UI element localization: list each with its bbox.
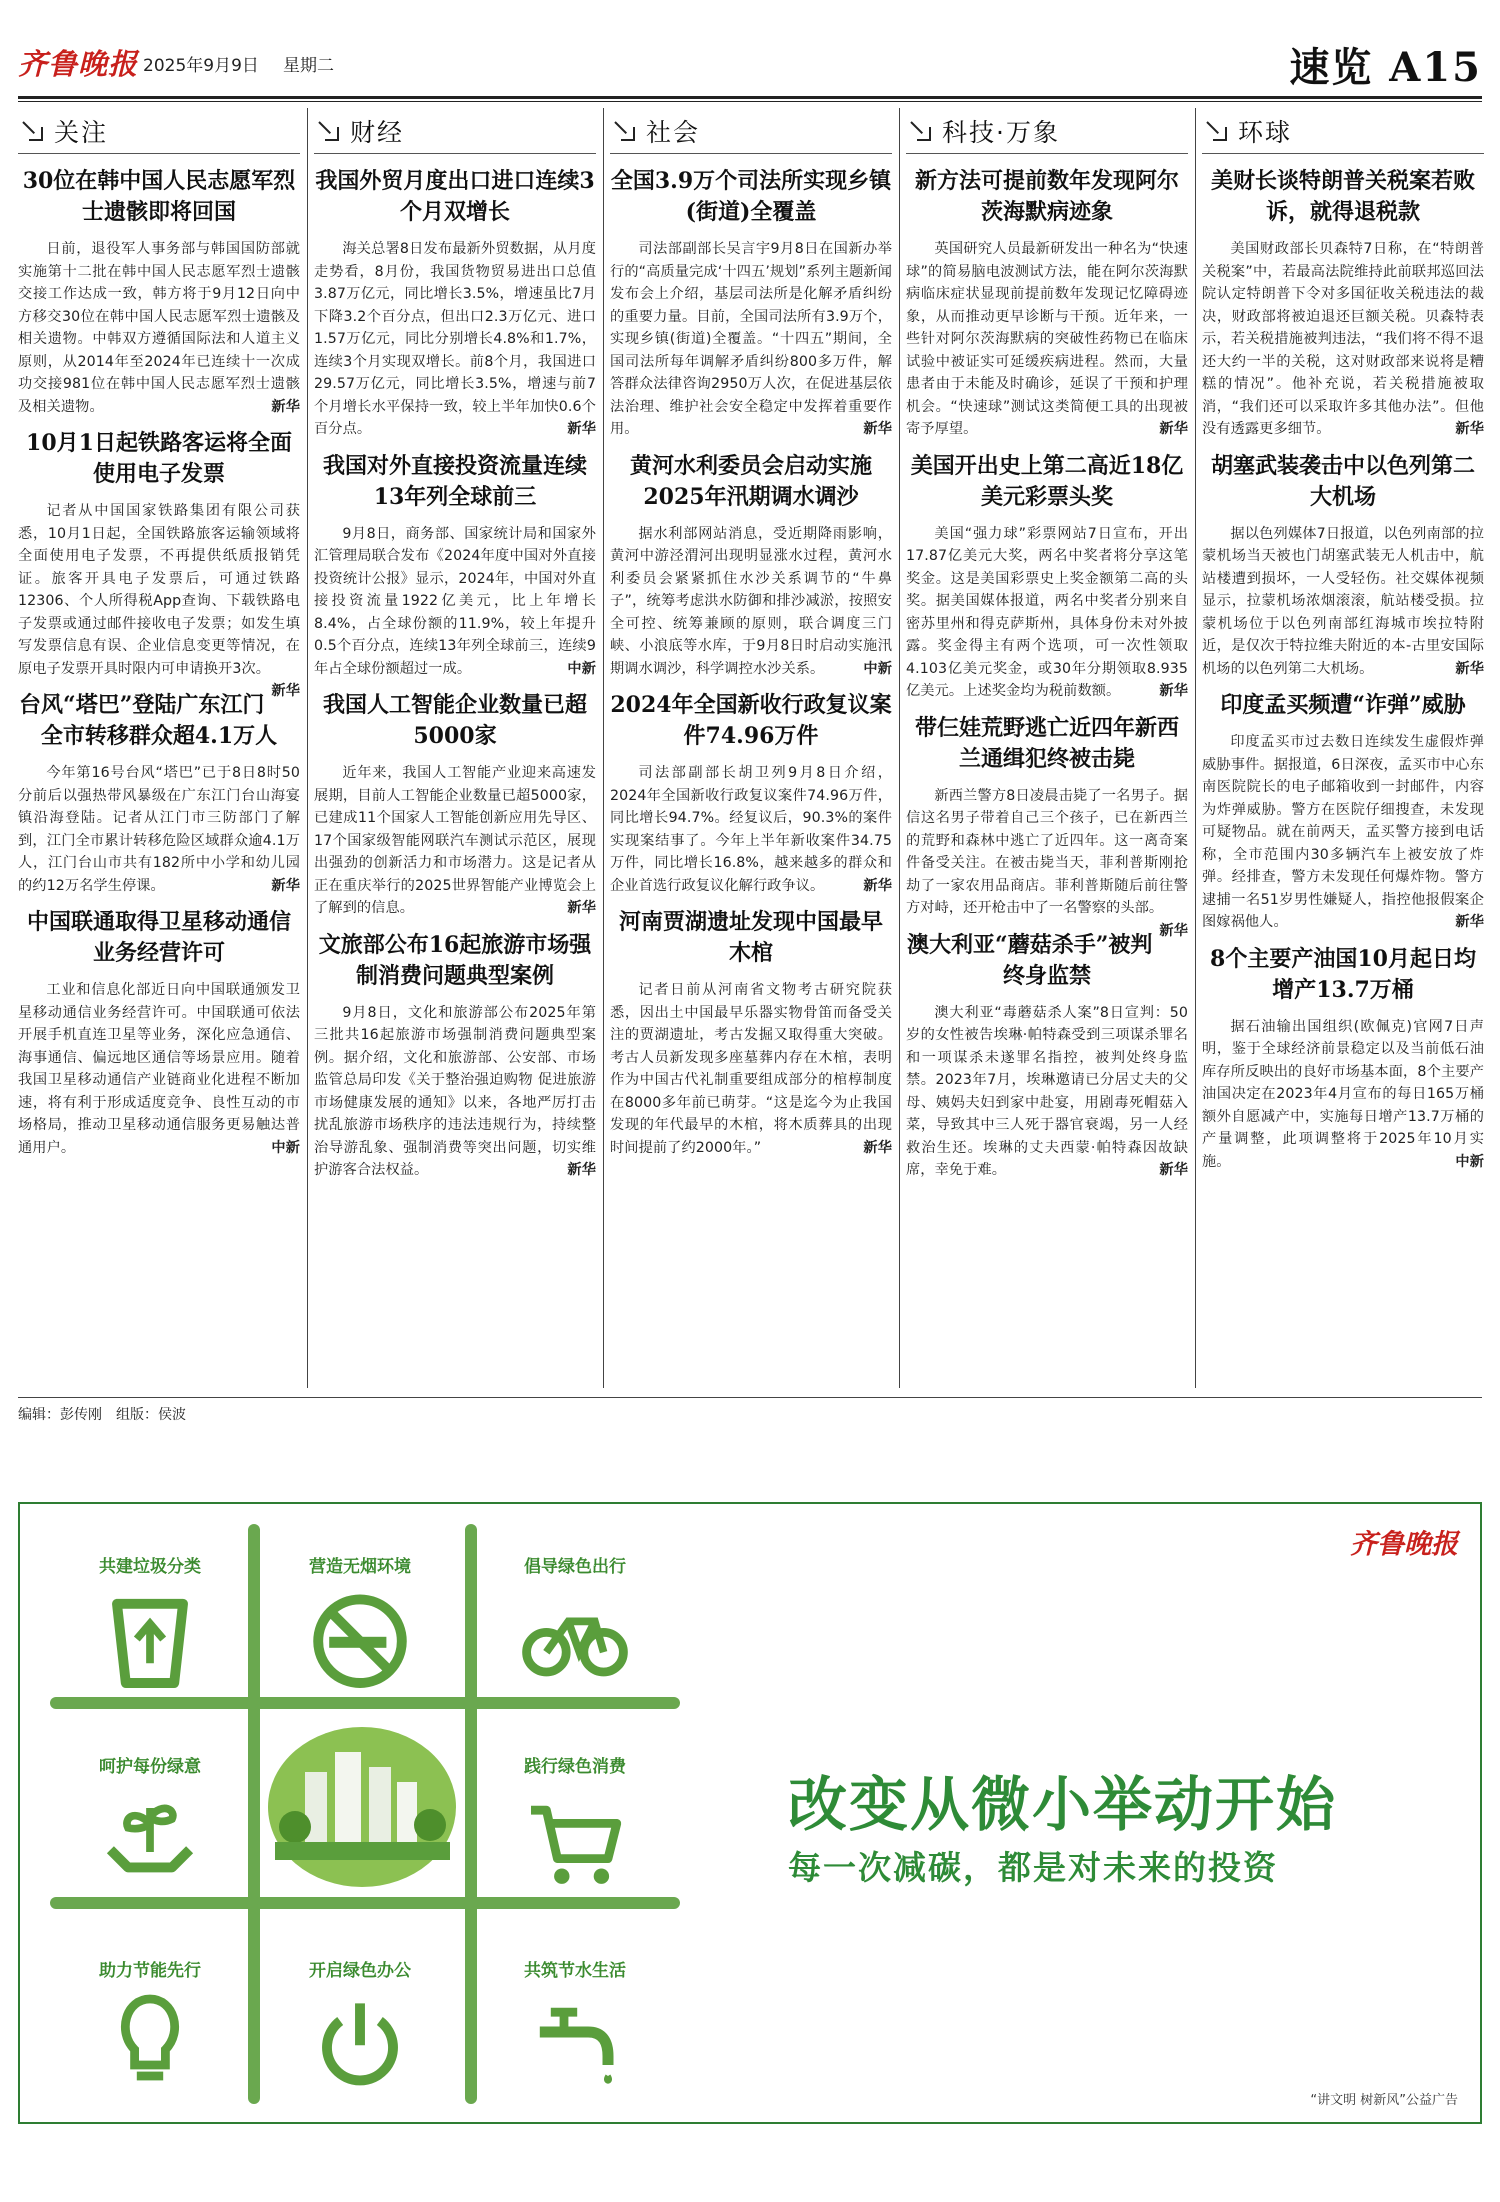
news-column [18, 108, 300, 1388]
news-article [610, 690, 892, 897]
icon-label: 营造无烟环境 [309, 1557, 411, 1577]
no-smoking-icon [305, 1584, 415, 1694]
article-headline: 2024年全国新收行政复议案件74.96万件 [610, 692, 892, 749]
icon-label: 开启绿色办公 [309, 1961, 411, 1981]
article-body [314, 523, 596, 681]
issue-date: 2025年9月9日 [143, 56, 259, 76]
news-article [1202, 944, 1484, 1174]
hands-plant-icon [95, 1786, 205, 1896]
news-article [906, 713, 1188, 939]
news-article [1202, 690, 1484, 934]
article-headline: 30位在韩中国人民志愿军烈士遗骸即将回国 [22, 168, 296, 225]
article-text: 海关总署8日发布最新外贸数据，从月度走势看，8月份，我国货物贸易进出口总值3.87万亿元，同比增长3.5%，增速虽比7月下降3.2个百分点，但出口2.3万亿元、进口1.57万亿元，同比分别增长4.8%和1.7%，连续3个月实现双增长。前8个月，我国进口29.57万亿元，同比增长3.5%，增速与前7个月增长水平保持一致，较上半年加快0.6个百分点。 [314, 241, 596, 437]
news-article [610, 451, 892, 681]
article-text: 英国研究人员最新研发出一种名为“快速球”的简易脑电波测试方法，能在阿尔茨海默病临床症状显现前提前数年发现记忆障碍迹象，从而推动更早诊断与干预。近年来，一些针对阿尔茨海默病的突破性药物已在临床试验中被证实可延缓疾病进程。然而，大量患者由于未能及时确诊，延误了干预和护理机会。“快速球”测试这类简便工具的出现被寄予厚望。 [906, 241, 1188, 437]
article-source: 中新 [1455, 1153, 1484, 1170]
article-text: 日前，退役军人事务部与韩国国防部就实施第十二批在韩中国人民志愿军烈士遗骸交接工作达成一致，韩方将于9月12日向中方移交30位在韩中国人民志愿军烈士遗骸及相关遗物。中韩双方遵循国际法和人道主义原则，从2014年至2024年已连续十一次成功交接981位在韩中国人民志愿军烈士遗骸及相关遗物。 [18, 241, 300, 415]
article-source: 新华 [1159, 922, 1188, 939]
article-headline: 黄河水利委员会启动实施2025年汛期调水调沙 [629, 452, 872, 510]
section-header [906, 108, 1188, 154]
article-body [906, 785, 1188, 939]
article-headline: 中国联通取得卫星移动通信业务经营许可 [26, 909, 291, 966]
article-headline: 美财长谈特朗普关税案若败诉，就得退税款 [1210, 168, 1475, 225]
article-source: 新华 [271, 877, 300, 894]
section-header [610, 108, 892, 154]
news-column [610, 108, 892, 1388]
news-article [1202, 451, 1484, 681]
article-text: 记者从中国国家铁路集团有限公司获悉，10月1日起，全国铁路旅客运输领域将全面使用电子发票，不再提供纸质报销凭证。旅客开具电子发票后，可通过铁路12306、个人所得税App查询、下载铁路电子发票或通过邮件接收电子发票；如发生填写发票信息有误、企业信息变更等情况，在原电子发票开具时限内可申请换开3次。 [18, 503, 300, 677]
news-article [18, 166, 300, 418]
article-text: 工业和信息化部近日向中国联通颁发卫星移动通信业务经营许可。中国联通可依法开展手机直连卫星等业务，深化应急通信、海事通信、偏远地区通信等场景应用。随着我国卫星移动通信产业链商业化进程不断加速，将有利于形成适度竞争、良性互动的市场格局，推动卫星移动通信服务更易触达普通用户。 [18, 982, 300, 1156]
article-body [610, 238, 892, 441]
article-body [314, 1002, 596, 1182]
article-text: 9月8日，商务部、国家统计局和国家外汇管理局联合发布《2024年度中国对外直接投资统计公报》显示，2024年，中国对外直接投资流量1922亿美元，比上年增长8.4%，占全球份额的11.9%，较上年提升0.5个百分点，连续13年列全球前三，连续9年占全球份额超过一成。 [314, 525, 596, 677]
article-source: 新华 [863, 421, 892, 437]
column-divider [307, 108, 308, 1388]
news-columns [18, 108, 1482, 1388]
arrow-icon [910, 120, 932, 142]
news-column [314, 108, 596, 1388]
section-title: 关注 [54, 117, 109, 147]
article-text: 据水利部网站消息，受近期降雨影响，黄河中游泾渭河出现明显涨水过程，黄河水利委员会紧紧抓住水沙关系调节的“牛鼻子”，统筹考虑洪水防御和排沙减淤，按照安全可控、统筹兼顾的原则，联合调度三门峡、小浪底等水库，于9月8日时启动实施汛期调水调沙，科学调控水沙关系。 [610, 525, 892, 677]
recycle-bin-icon [95, 1584, 205, 1694]
article-source: 新华 [1159, 421, 1188, 437]
article-text: 美国“强力球”彩票网站7日宣布，开出17.87亿美元大奖，两名中奖者将分享这笔奖金。这是美国彩票史上奖金额第二高的头奖。据美国媒体报道，两名中奖者分别来自密苏里州和得克萨斯州，具体身份未对外披露。奖金得主有两个选项，可一次性领取4.103亿美元奖金，或30年分期领取8.935亿美元。上述奖金均为税前数额。 [906, 525, 1188, 699]
section-header [18, 108, 300, 154]
article-source: 新华 [567, 421, 596, 437]
article-headline: 带仨娃荒野逃亡近四年新西兰通缉犯终被击毙 [914, 714, 1179, 772]
article-headline: 我国对外直接投资流量连续13年列全球前三 [322, 452, 587, 510]
arrow-icon [318, 120, 340, 142]
article-body [18, 762, 300, 897]
arrow-icon [1206, 120, 1228, 142]
article-headline: 10月1日起铁路客运将全面使用电子发票 [26, 430, 292, 487]
article-body [314, 238, 596, 441]
section-title: 科技·万象 [942, 117, 1060, 147]
article-text: 今年第16号台风“塔巴”已于8日8时50分前后以强热带风暴级在广东江门台山海宴镇沿海登陆。记者从江门市三防部门了解到，江门全市累计转移危险区域群众逾4.1万人，江门台山市共有182所中小学和幼儿园的约12万名学生停课。 [18, 765, 300, 894]
masthead-rule-thin [18, 101, 1482, 102]
article-text: 近年来，我国人工智能产业迎来高速发展期，目前人工智能企业数量已超5000家，已建成11个国家人工智能创新应用先导区、17个国家级智能网联汽车测试示范区，展现出强劲的创新活力和市场潜力。这是记者从正在重庆举行的2025世界智能产业博览会上了解到的信息。 [314, 765, 596, 916]
news-article [18, 907, 300, 1159]
editor-credits: 编辑：彭传刚 组版：侯波 [18, 1397, 1482, 1421]
article-source: 新华 [1455, 421, 1484, 437]
article-body [18, 500, 300, 699]
news-article [610, 166, 892, 441]
article-headline: 8个主要产油国10月起日均增产13.7万桶 [1210, 945, 1476, 1003]
article-headline: 全国3.9万个司法所实现乡镇(街道)全覆盖 [610, 168, 892, 225]
article-headline: 文旅部公布16起旅游市场强制消费问题典型案例 [318, 931, 592, 989]
article-headline: 胡塞武装袭击中以色列第二大机场 [1210, 452, 1475, 510]
ad-headline: 改变从微小举动开始 [788, 1770, 1338, 1839]
icon-label: 践行绿色消费 [524, 1757, 626, 1777]
column-divider [603, 108, 604, 1388]
news-article [1202, 166, 1484, 441]
article-source: 新华 [567, 1162, 596, 1178]
light-bulb-icon [95, 1988, 205, 2098]
article-headline: 新方法可提前数年发现阿尔茨海默病迹象 [914, 168, 1179, 225]
bicycle-icon [520, 1584, 630, 1694]
article-headline: 台风“塔巴”登陆广东江门全市转移群众超4.1万人 [19, 692, 278, 749]
issue-weekday: 星期二 [283, 56, 334, 76]
icon-label: 共筑节水生活 [524, 1961, 626, 1981]
article-headline: 我国人工智能企业数量已超5000家 [322, 692, 587, 749]
news-article [314, 930, 596, 1182]
public-service-ad [18, 1502, 1482, 2124]
ad-footnote: “讲文明 树新风”公益广告 [1310, 2093, 1458, 2108]
article-headline: 美国开出史上第二高近18亿美元彩票头奖 [910, 452, 1184, 510]
news-article [906, 451, 1188, 703]
news-article [314, 690, 596, 920]
news-article [314, 166, 596, 441]
article-text: 据石油输出国组织(欧佩克)官网7日声明，鉴于全球经济前景稳定以及当前低石油库存所反映出的良好市场基本面，8个主要产油国决定在2023年4月宣布的每日165万桶额外自愿减产中，实施每日增产13.7万桶的产量调整，此项调整将于2025年10月实施。 [1202, 1018, 1484, 1170]
article-body [1202, 238, 1484, 441]
grid-line [465, 1524, 477, 2104]
news-article [18, 428, 300, 699]
article-body [610, 523, 892, 681]
arrow-icon [614, 120, 636, 142]
news-article [906, 930, 1188, 1182]
article-headline: 河南贾湖遗址发现中国最早木棺 [618, 909, 883, 966]
article-body [1202, 731, 1484, 934]
article-source: 新华 [271, 398, 300, 415]
article-body [906, 523, 1188, 703]
article-text: 司法部副部长吴言宇9月8日在国新办举行的“高质量完成‘十四五’规划”系列主题新闻发布会上介绍，基层司法所是化解矛盾纠纷的重要力量。目前，全国司法所有3.9万个，实现乡镇(街道)全覆盖。“十四五”期间，全国司法所每年调解矛盾纠纷800多万件，解答群众法律咨询2950万人次，在促进基层依法治理、维护社会安全稳定中发挥着重要作用。 [610, 241, 892, 437]
article-body [1202, 1016, 1484, 1174]
article-text: 印度孟买市过去数日连续发生虚假炸弹威胁事件。据报道，6日深夜，孟买市中心东南医院院长的电子邮箱收到一封邮件，内容为炸弹威胁。警方在医院仔细搜查，未发现可疑物品。就在前两天，孟买警方接到电话称，全市范围内30多辆汽车上被安放了炸弹。经排查，警方未发现任何爆炸物。警方逮捕一名51岁男性嫌疑人，指控他报假案企图嫁祸他人。 [1202, 734, 1484, 930]
news-article [906, 166, 1188, 441]
article-text: 美国财政部长贝森特7日称，在“特朗普关税案”中，若最高法院维持此前联邦巡回法院认定特朗普下令对多国征收关税违法的裁决，财政部将被迫退还巨额关税。贝森特表示，若关税措施被判违法，“我们将不得不退还大约一半的关税，这对财政部来说将是糟糕的情况”。他补充说，若关税措施被取消，“我们还可以采取许多其他办法”。但他没有透露更多细节。 [1202, 241, 1484, 437]
article-body [610, 762, 892, 897]
section-header [1202, 108, 1484, 154]
article-source: 中新 [863, 660, 892, 677]
article-text: 新西兰警方8日凌晨击毙了一名男子。据信这名男子带着自己三个孩子，已在新西兰的荒野和森林中逃亡了近四年。这一离奇案件备受关注。在被击毙当天，菲利普斯刚抢劫了一家农用品商店。菲利普斯随后前往警方对峙，还开枪击中了一名警察的头部。 [906, 787, 1188, 916]
news-article [610, 907, 892, 1159]
newspaper-logo: 齐鲁晚报 [18, 47, 139, 81]
article-source: 新华 [271, 683, 300, 699]
power-icon [305, 1988, 415, 2098]
article-text: 澳大利亚“毒蘑菇杀人案”8日宣判：50岁的女性被告埃琳·帕特森受到三项谋杀罪名和一项谋杀未遂罪名指控，被判处终身监禁。2023年7月，埃琳邀请已分居丈夫的父母、姨妈夫妇到家中赴宴，用剧毒死帽菇入菜，导致其中三人死于器官衰竭，另一人经救治生还。埃琳的丈夫西蒙·帕特森因故缺席，幸免于难。 [906, 1004, 1188, 1178]
section-header [314, 108, 596, 154]
water-tap-icon [520, 1988, 630, 2098]
article-body [18, 979, 300, 1159]
news-column [906, 108, 1188, 1388]
article-source: 中新 [567, 660, 596, 677]
section-title: 环球 [1238, 117, 1293, 147]
article-body [906, 238, 1188, 441]
grid-line [50, 1897, 680, 1909]
article-body [314, 762, 596, 920]
masthead-rule [18, 96, 1482, 99]
article-source: 新华 [1455, 660, 1484, 677]
icon-label: 倡导绿色出行 [524, 1557, 626, 1577]
column-divider [899, 108, 900, 1388]
ad-subheadline: 每一次减碳，都是对未来的投资 [788, 1848, 1278, 1887]
article-source: 新华 [1455, 914, 1484, 930]
ad-logo: 齐鲁晚报 [1350, 1529, 1458, 1560]
article-source: 新华 [1159, 1162, 1188, 1178]
masthead [18, 30, 1482, 100]
grid-line [248, 1524, 260, 2104]
article-body [18, 238, 300, 418]
article-body [610, 979, 892, 1159]
article-headline: 我国外贸月度出口进口连续3个月双增长 [315, 168, 595, 225]
article-headline: 澳大利亚“蘑菇杀手”被判终身监禁 [907, 931, 1153, 989]
article-source: 新华 [1159, 683, 1188, 699]
icon-label: 共建垃圾分类 [99, 1557, 201, 1577]
news-article [18, 690, 300, 897]
icon-label: 助力节能先行 [99, 1961, 201, 1981]
article-headline: 印度孟买频遭“诈弹”威胁 [1220, 692, 1466, 718]
icon-label: 呵护每份绿意 [99, 1757, 201, 1777]
arrow-icon [22, 120, 44, 142]
section-title: 社会 [646, 117, 701, 147]
article-source: 新华 [863, 1139, 892, 1156]
page-section-label: 速览 A15 [1289, 44, 1482, 91]
article-body [906, 1002, 1188, 1182]
news-column [1202, 108, 1484, 1388]
shopping-cart-icon [520, 1786, 630, 1896]
article-source: 新华 [863, 877, 892, 894]
article-source: 中新 [271, 1139, 300, 1156]
article-text: 9月8日，文化和旅游部公布2025年第三批共16起旅游市场强制消费问题典型案例。据介绍，文化和旅游部、公安部、市场监管总局印发《关于整治强迫购物 促进旅游市场健康发展的通知》以来，各地严厉打击扰乱旅游市场秩序的违法违规行为，持续整治导游乱象、强制消费等突出问题，切实维护游客合法权益。 [314, 1004, 596, 1178]
green-city-illustration [265, 1717, 460, 1887]
article-text: 司法部副部长胡卫列9月8日介绍，2024年全国新收行政复议案件74.96万件，同比增长94.7%。经复议后，90.3%的案件实现案结事了。今年上半年新收案件34.75万件，同比增长16.8%，越来越多的群众和企业首选行政复议化解行政争议。 [610, 765, 892, 894]
article-source: 新华 [567, 900, 596, 916]
article-text: 据以色列媒体7日报道，以色列南部的拉蒙机场当天被也门胡塞武装无人机击中，航站楼遭到损坏，一人受轻伤。社交媒体视频显示，拉蒙机场浓烟滚滚，航站楼受损。拉蒙机场位于以色列南部红海城市埃拉特附近，是仅次于特拉维夫附近的本-古里安国际机场的以色列第二大机场。 [1202, 525, 1484, 677]
section-title: 财经 [350, 117, 405, 147]
article-body [1202, 523, 1484, 681]
grid-line [50, 1697, 680, 1709]
news-article [314, 451, 596, 681]
article-text: 记者日前从河南省文物考古研究院获悉，因出土中国最早乐器实物骨笛而备受关注的贾湖遗址，考古发掘又取得重大突破。考古人员新发现多座墓葬内存在木棺，表明作为中国古代礼制重要组成部分的棺椁制度在8000多年前已萌芽。“这是迄今为止我国发现的年代最早的木棺，将木质葬具的出现时间提前了约2000年。” [610, 982, 892, 1156]
column-divider [1195, 108, 1196, 1388]
